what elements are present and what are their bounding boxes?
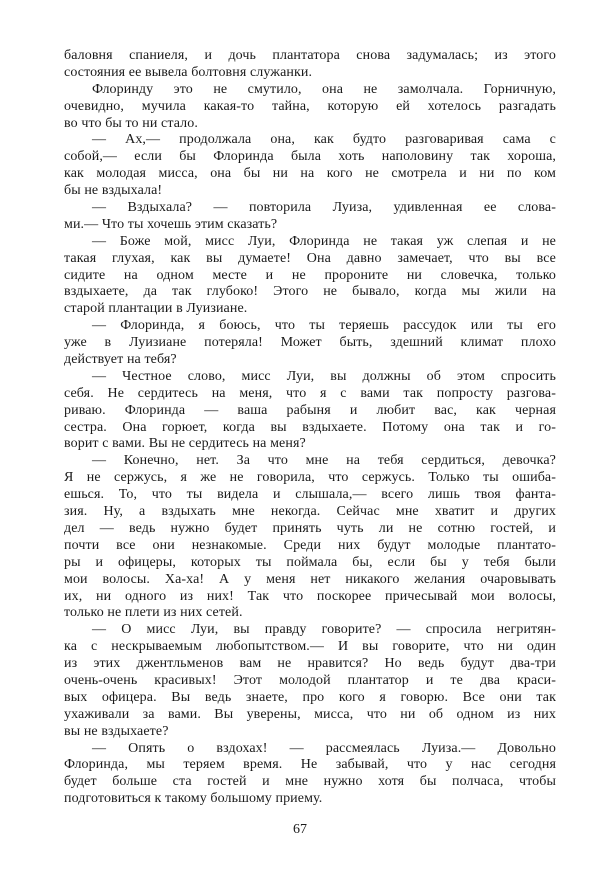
text-line: риваю. Флоринда — ваша рабыня и любит вас, как черная [64, 402, 556, 418]
text-line: подготовиться к такому большому приему. [64, 791, 323, 807]
text-line: — Флоринда, я боюсь, что ты теряешь рассудок или ты его [92, 318, 556, 334]
text-line: вых офицера. Вы ведь знаете, про кого я говорю. Все они так [64, 689, 556, 705]
text-line: ми.— Что ты хочешь этим сказать? [64, 216, 278, 232]
page-number: 67 [293, 822, 307, 837]
text-line: собой,— если бы Флоринда была хоть наполовину так хороша, [64, 149, 556, 165]
text-line: бы не вздыхала! [64, 183, 163, 199]
text-line: Флоринда, мы теряем время. Не забывай, что у нас сегодня [64, 757, 556, 773]
text-line: Я не сержусь, я же не говорила, что сержусь. Только ты ошиба- [64, 470, 556, 486]
text-line: ры и офицеры, которых ты поймала бы, если бы у тебя были [64, 554, 556, 570]
text-line: очевидно, мучила какая-то тайна, которую ей хотелось разгадать [64, 98, 556, 114]
text-line: вы не вздыхаете? [64, 723, 169, 739]
text-line: — Честное слово, мисс Луи, вы должны об этом спросить [92, 368, 556, 384]
text-line: как молодая мисса, она бы ни на кого не смотрела и ни по ком [64, 166, 556, 182]
text-line: — Конечно, нет. За что мне на тебя сердиться, девочка? [92, 453, 556, 469]
text-line: только не плети из них сетей. [64, 605, 243, 621]
text-line: вздыхаете, да так глубоко! Этого не бывало, когда мы жили на [64, 284, 556, 300]
text-line: зия. Ну, а вздыхать мне некогда. Сейчас мне хватит и других [64, 504, 556, 520]
text-line: ешься. То, что ты видела и слышала,— всего лишь твоя фанта- [64, 487, 556, 503]
text-line: очень-очень красивых! Этот молодой плантатор и те два краси- [64, 672, 556, 688]
text-line: из этих джентльменов вам не нравится? Но ведь будут два-три [64, 656, 556, 672]
text-line: будет больше ста гостей и мне нужно хотя бы полчаса, чтобы [64, 774, 556, 790]
text-line: такая глухая, как вы думаете! Она давно замечает, что вы все [64, 250, 556, 266]
text-line: — Боже мой, мисс Луи, Флоринда не такая уж слепая и не [92, 233, 556, 249]
text-line: состояния ее вывела болтовня служанки. [64, 64, 313, 80]
text-line: — Вздыхала? — повторила Луиза, удивленная ее слова- [92, 200, 556, 216]
text-line: старой плантации в Луизиане. [64, 301, 248, 317]
text-line: ворит с вами. Вы не сердитесь на меня? [64, 436, 306, 452]
text-line: сидите на одном месте и не пророните ни словечка, только [64, 267, 556, 283]
page-text [64, 48, 556, 808]
text-line: действует на тебя? [64, 352, 177, 368]
text-line: ка с нескрываемым любопытством.— И вы говорите, что ни один [64, 639, 556, 655]
text-line: Флоринду это не смутило, она не замолчала. Горничную, [92, 81, 556, 97]
text-line: почти все они незнакомые. Среди них будут молодые плантато- [64, 537, 556, 553]
text-line: — О мисс Луи, вы правду говорите? — спросила негритян- [92, 622, 556, 638]
text-line: — Ах,— продолжала она, как будто разговаривая сама с [92, 132, 556, 148]
text-line: дел — ведь нужно будет принять чуть ли не сотню гостей, и [64, 520, 556, 536]
text-line: ухаживали за вами. Вы уверены, мисса, что ни об одном из них [64, 706, 556, 722]
text-line: уже в Луизиане потеряла! Может быть, здешний климат плохо [64, 335, 556, 351]
text-line: мои волосы. Ха-ха! А у меня нет никакого желания очаровывать [64, 571, 556, 587]
text-line: сестра. Она горюет, когда вы вздыхаете. Потому она так и го- [64, 419, 556, 435]
text-line: — Опять о вздохах! — рассмеялась Луиза.— Довольно [92, 740, 556, 756]
text-line: баловня спаниеля, и дочь плантатора снова задумалась; из этого [64, 48, 556, 63]
text-line: себя. Не сердитесь на меня, что я с вами так попросту разгова- [64, 385, 556, 401]
text-line: их, ни одного из них! Так что поскорее причесывай мои волосы, [64, 588, 556, 604]
text-line: во что бы то ни стало. [64, 115, 198, 131]
